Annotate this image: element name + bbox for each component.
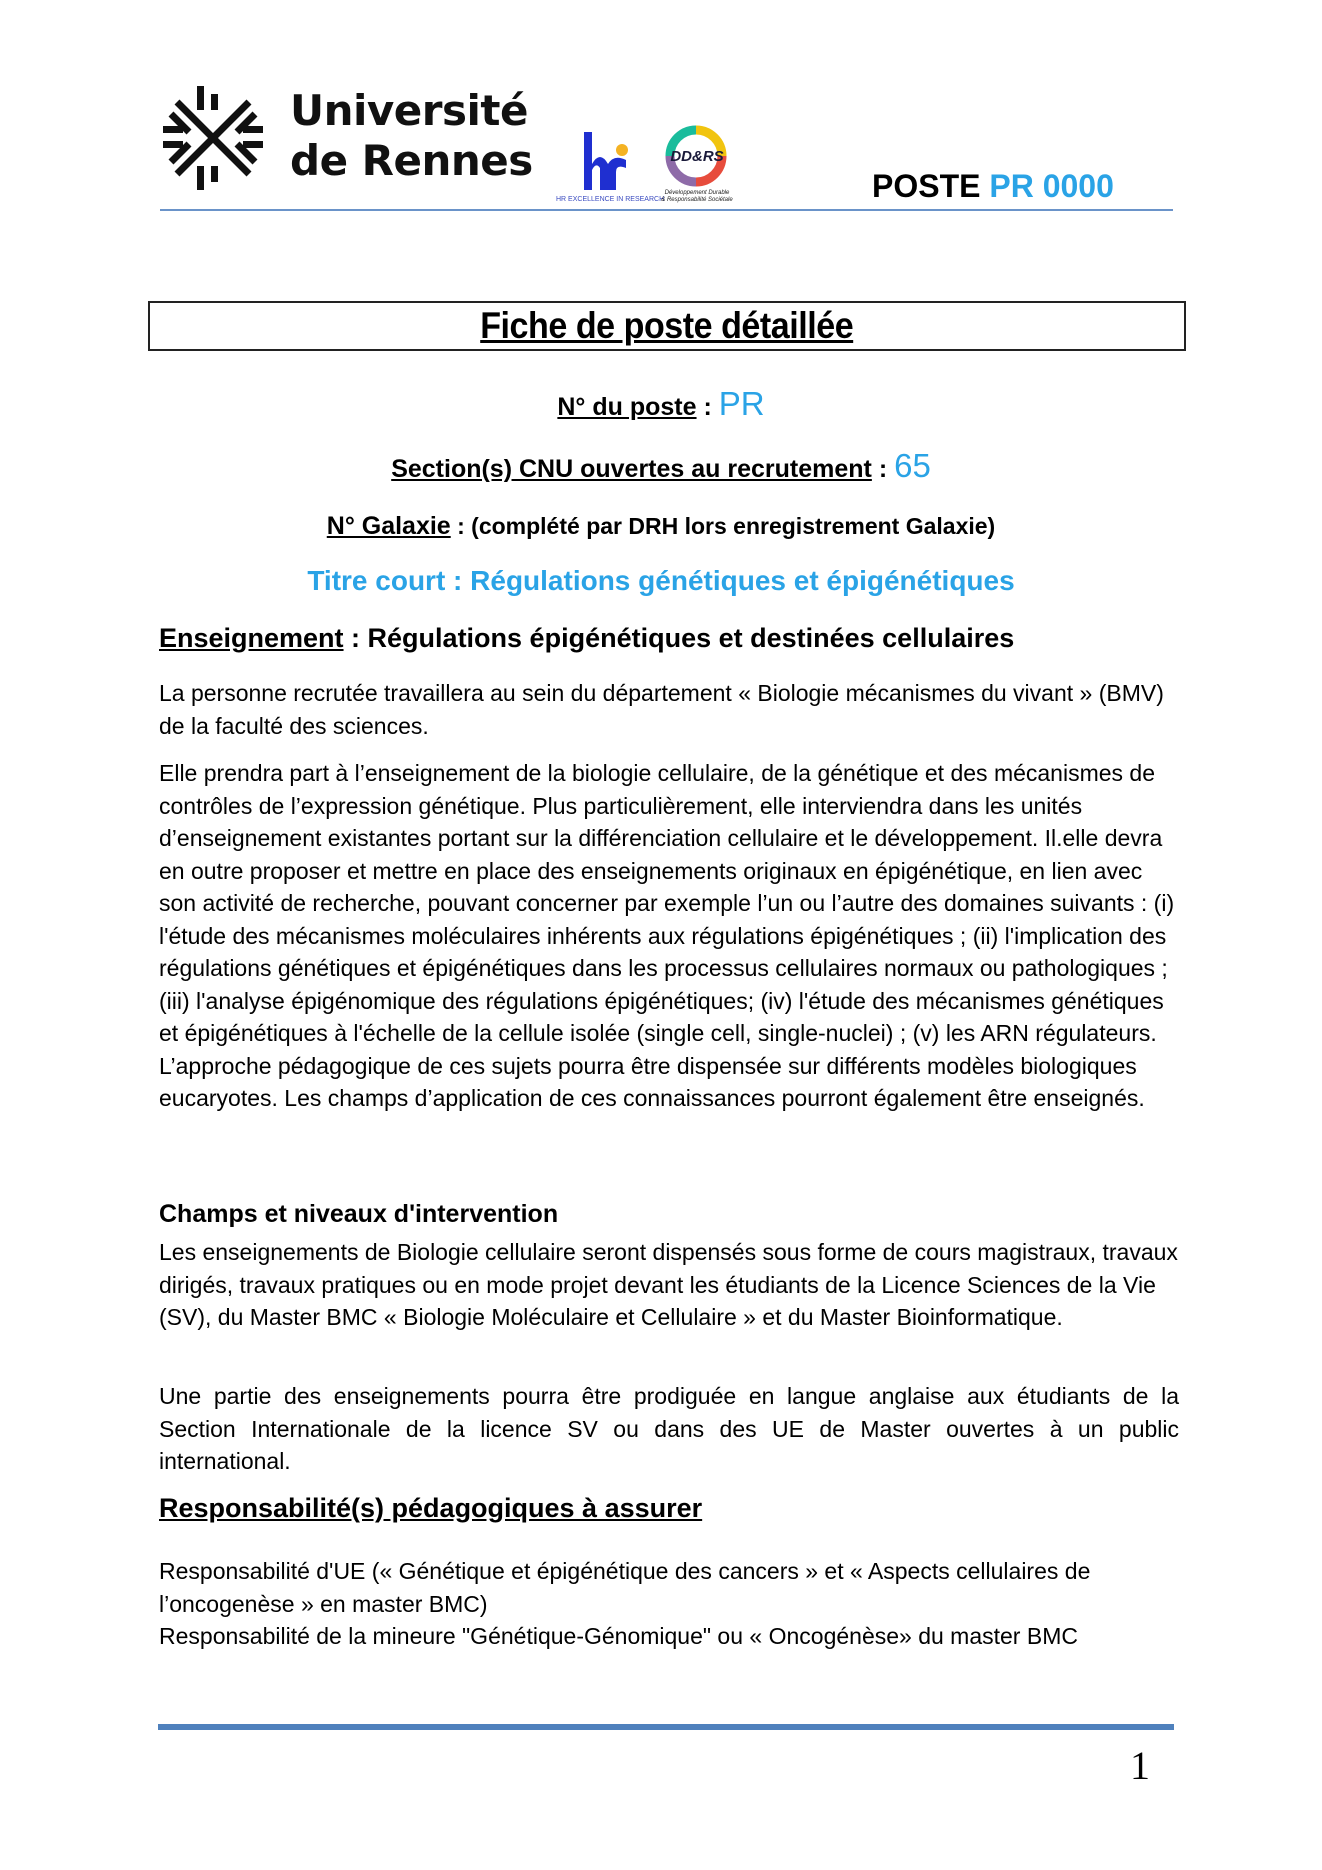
svg-text:DD&RS: DD&RS	[670, 148, 724, 165]
short-title: Titre court : Régulations génétiques et épigénétiques	[307, 565, 1015, 596]
university-name-line1: Université	[290, 86, 528, 135]
galaxie-line	[0, 512, 1322, 541]
cnu-value: 65	[894, 447, 931, 484]
poste-number-line	[0, 385, 1322, 423]
page-number: 1	[1130, 1743, 1150, 1788]
poste-code	[872, 168, 1114, 205]
responsabilite-item: Responsabilité de la mineure "Génétique-Génomique" ou « Oncogénèse» du master BMC	[159, 1623, 1078, 1649]
poste-number-value: PR	[718, 385, 765, 422]
responsabilite-item: Responsabilité d'UE (« Génétique et épigénétique des cancers » et « Aspects cellulaires de l’oncogenèse » en master BMC)	[159, 1558, 1091, 1617]
ddrs-logo	[656, 124, 736, 206]
document-title-box	[148, 301, 1186, 351]
champs-paragraph: Une partie des enseignements pourra être prodiguée en langue anglaise aux étudiants de la Section Internationale de la licence SV ou dans des UE de Master ouvertes à un public international.	[159, 1383, 1179, 1474]
cnu-separator: :	[871, 455, 895, 483]
hr-logo-icon	[556, 120, 656, 194]
poste-code-value: PR 0000	[989, 168, 1114, 204]
enseignement-paragraph: La personne recrutée travaillera au sein du département « Biologie mécanismes du vivant » (BMV) de la faculté des sciences.	[159, 680, 1164, 739]
enseignement-paragraph: Elle prendra part à l’enseignement de la biologie cellulaire, de la génétique et des mécanismes de contrôles de l’expression génétique. Plus particulièrement, elle interviendra dans les unités d’enseignement existantes portant sur la différenciation cellulaire et le développement. Il.elle devra en outre proposer et mettre en place des enseignements originaux en épigénétique, en lien avec son activité de recherche, pouvant concerner par exemple l’un ou l’autre des domaines suivants : (i) l'étude des mécanismes moléculaires inhérents aux régulations épigénétiques ; (ii) l'implication des régulations génétiques et épigénétiques dans les processus cellulaires normaux ou pathologiques ; (iii) l'analyse épigénomique des régulations épigénétiques; (iv) l'étude des mécanismes génétiques et épigénétiques à l'échelle de la cellule isolée (single cell, single-nuclei) ; (v) les ARN régulateurs. L’approche pédagogique de ces sujets pourra être dispensée sur différents modèles biologiques eucaryotes. Les champs d’application de ces connaissances pourront également être enseignés.	[159, 760, 1175, 1111]
ddrs-caption-line1: Développement Durable	[664, 190, 730, 196]
cnu-section-line	[0, 447, 1322, 485]
university-logo-icon	[163, 86, 263, 190]
galaxie-label: N° Galaxie	[326, 512, 451, 540]
responsabilites-heading	[159, 1493, 1179, 1524]
responsabilites-heading-text: Responsabilité(s) pédagogiques à assurer	[159, 1493, 703, 1523]
poste-label: POSTE	[872, 168, 981, 204]
poste-number-separator: :	[696, 393, 719, 421]
hr-logo-caption: HR EXCELLENCE IN RESEARCH	[556, 196, 665, 203]
cnu-label: Section(s) CNU ouvertes au recrutement	[391, 455, 872, 483]
galaxie-separator: :	[450, 513, 472, 539]
ddrs-swirl-icon	[656, 124, 736, 188]
enseignement-label: Enseignement	[159, 623, 344, 653]
responsabilites-list	[159, 1555, 1179, 1653]
hr-excellence-logo	[556, 120, 665, 210]
galaxie-value: (complété par DRH lors enregistrement Galaxie)	[471, 513, 996, 539]
enseignement-title: Régulations épigénétiques et destinées cellulaires	[367, 623, 1015, 653]
champs-heading: Champs et niveaux d'intervention	[159, 1200, 559, 1228]
enseignement-heading	[159, 623, 1179, 654]
ddrs-caption-line2: & Responsabilité Sociétale	[661, 197, 733, 203]
poste-number-label: N° du poste	[557, 393, 697, 421]
footer-divider	[158, 1724, 1174, 1730]
champs-paragraph: Les enseignements de Biologie cellulaire seront dispensés sous forme de cours magistraux, travaux dirigés, travaux pratiques ou en mode projet devant les étudiants de la Licence Sciences de la Vie (SV), du Master BMC « Biologie Moléculaire et Cellulaire » et du Master Bioinformatique.	[159, 1239, 1178, 1330]
university-name	[290, 86, 533, 186]
enseignement-separator: :	[343, 623, 368, 653]
ddrs-logo-caption	[652, 190, 742, 204]
header-divider	[160, 209, 1173, 211]
university-name-line2: de Rennes	[290, 136, 533, 185]
document-title: Fiche de poste détaillée	[480, 305, 854, 346]
